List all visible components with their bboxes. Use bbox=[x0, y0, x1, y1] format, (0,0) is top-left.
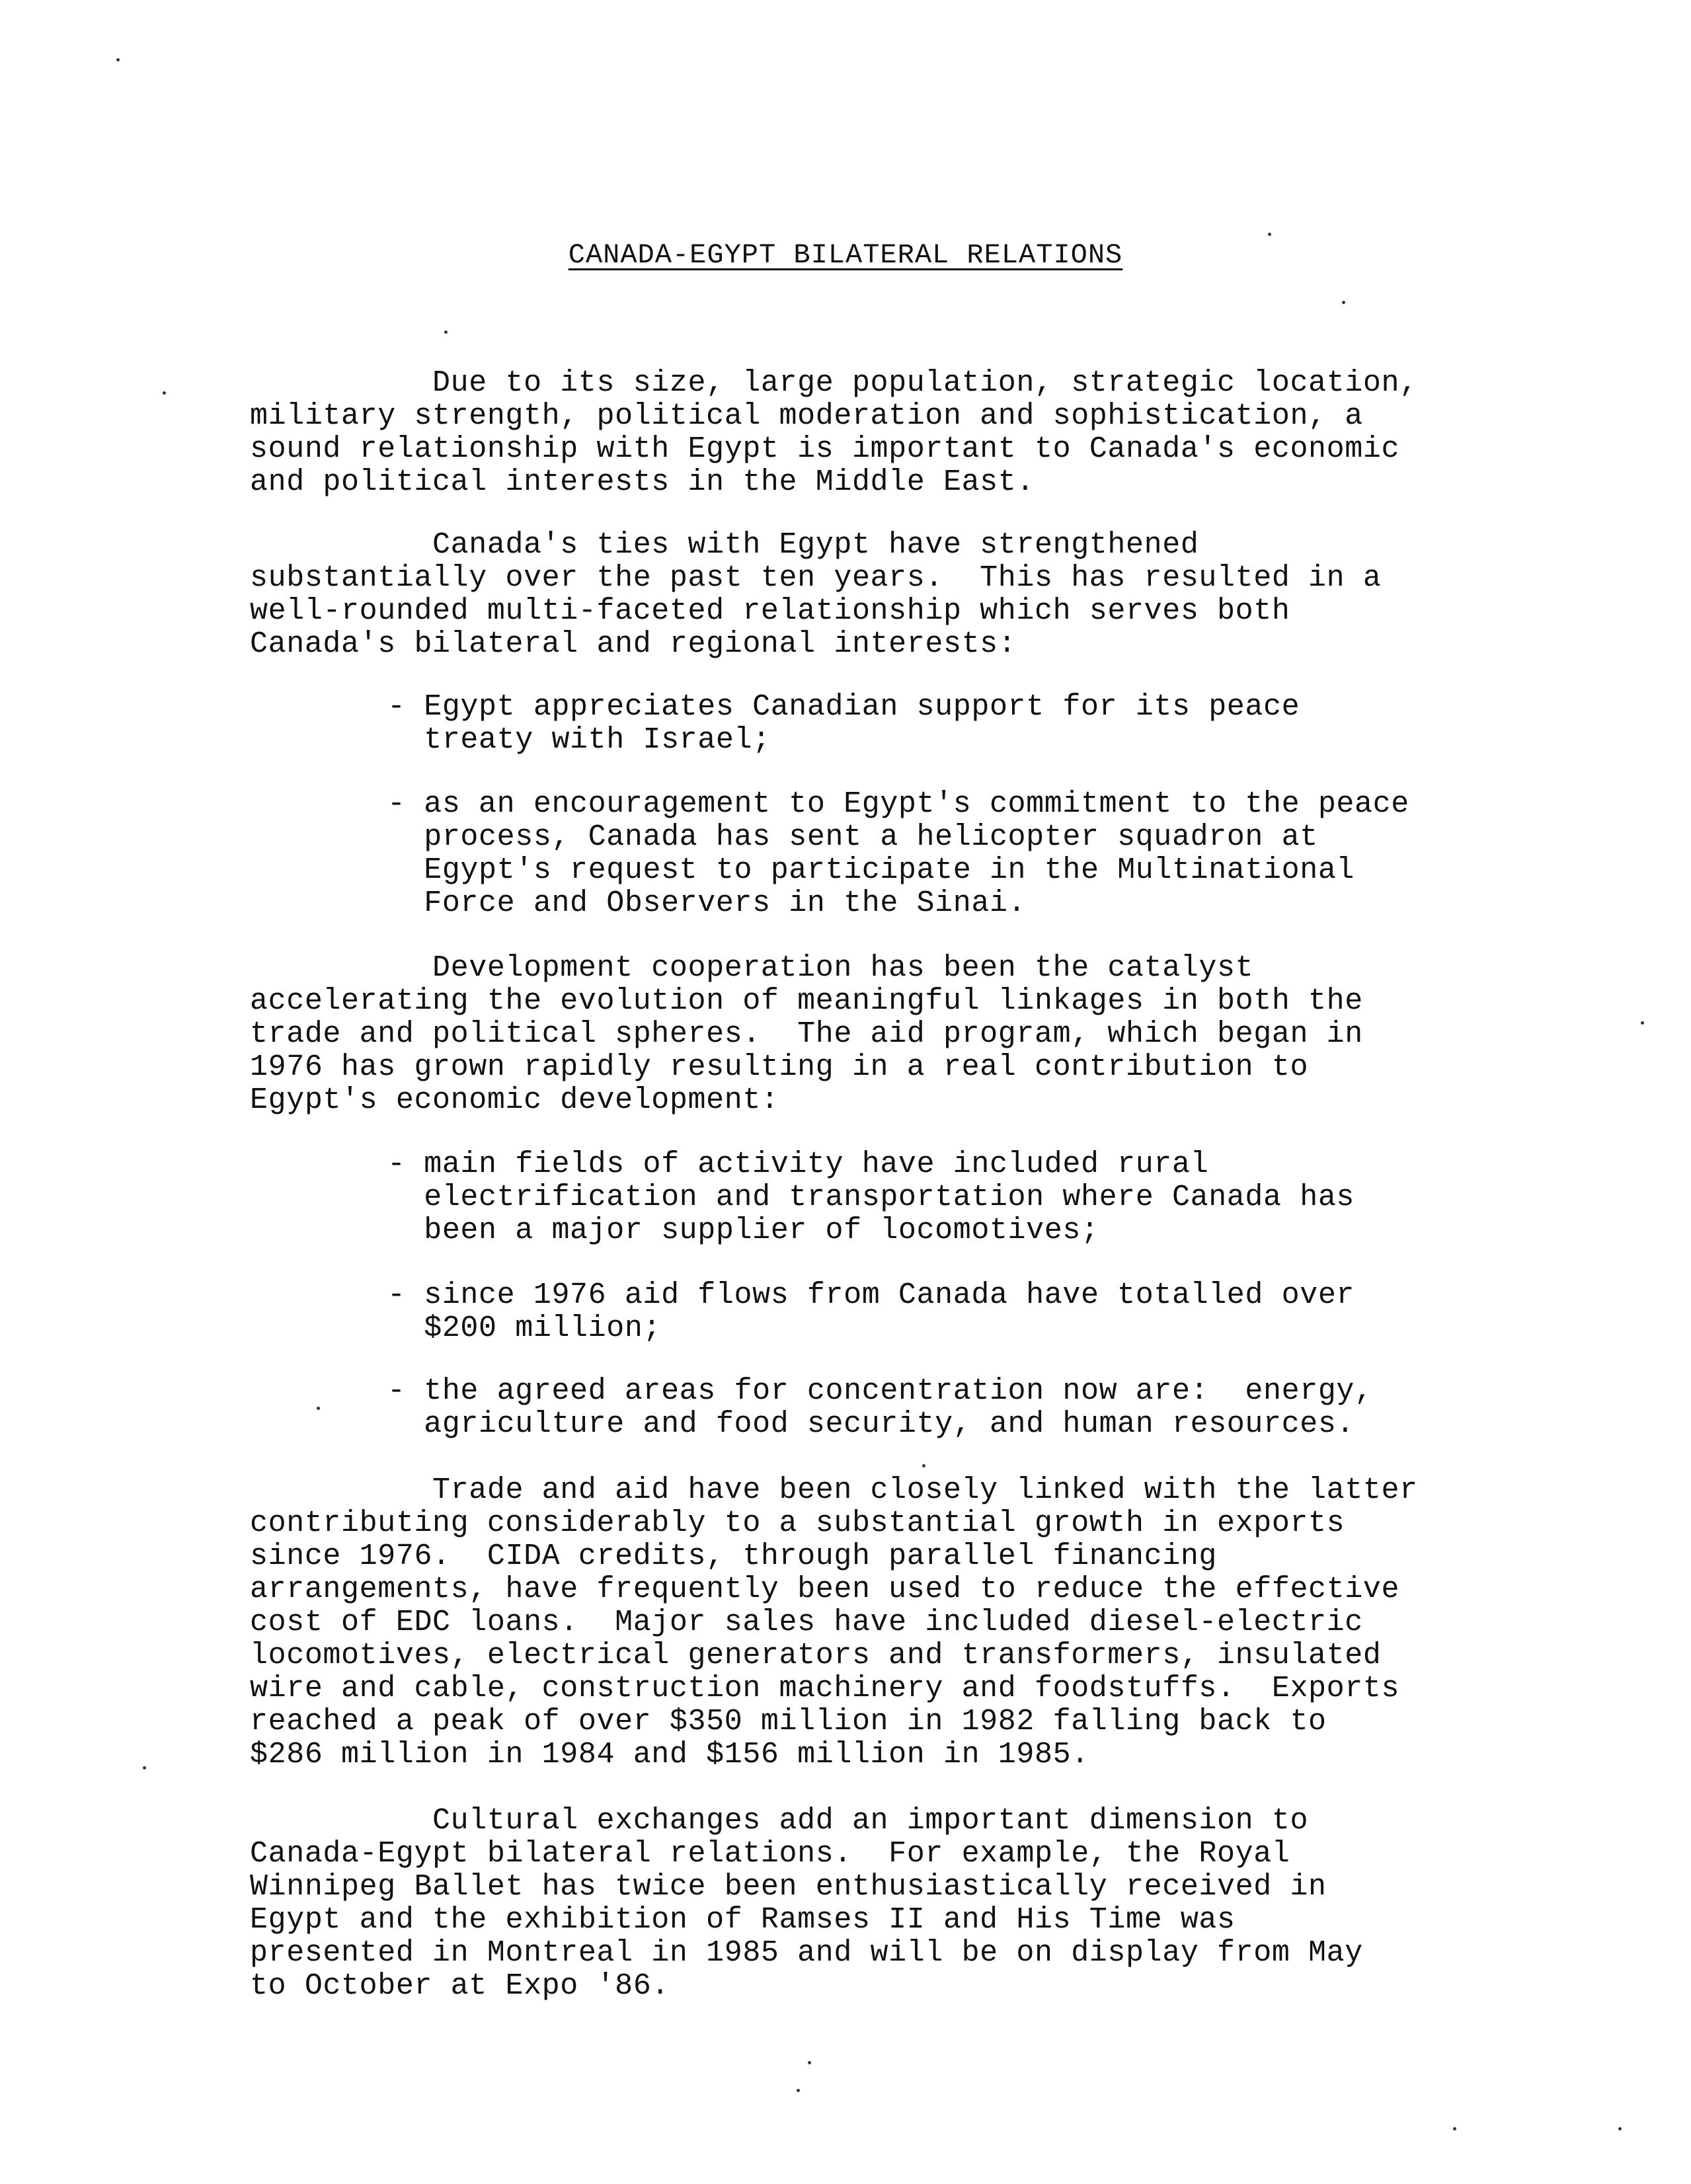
paragraph-4-line-7: wire and cable, construction machinery and foodstuffs. Exports bbox=[250, 1672, 1400, 1705]
scan-speck bbox=[1268, 233, 1271, 236]
scan-speck bbox=[1453, 2127, 1456, 2130]
bullet-2-line-2: process, Canada has sent a helicopter squadron at bbox=[387, 820, 1318, 854]
scan-speck bbox=[797, 2089, 800, 2092]
paragraph-3-line-2: accelerating the evolution of meaningful linkages in both the bbox=[250, 984, 1363, 1018]
paragraph-1-line-4: and political interests in the Middle East. bbox=[250, 465, 1035, 499]
paragraph-5-line-2: Canada-Egypt bilateral relations. For example, the Royal bbox=[250, 1837, 1290, 1871]
bullet-dot bbox=[317, 1407, 320, 1410]
bullet-2-line-3: Egypt's request to participate in the Multinational bbox=[387, 853, 1355, 887]
page-title-text: CANADA-EGYPT BILATERAL RELATIONS bbox=[568, 239, 1123, 271]
paragraph-3-line-5: Egypt's economic development: bbox=[250, 1083, 779, 1117]
scan-speck bbox=[808, 2061, 811, 2064]
paragraph-5-line-6: to October at Expo '86. bbox=[250, 1969, 670, 2003]
scan-speck bbox=[444, 331, 448, 334]
scan-speck bbox=[922, 1464, 925, 1467]
bullet-3-line-1: - main fields of activity have included rural bbox=[387, 1148, 1209, 1181]
bullet-2-line-1: - as an encouragement to Egypt's commitment to the peace bbox=[387, 787, 1409, 821]
paragraph-4-line-8: reached a peak of over $350 million in 1982 falling back to bbox=[250, 1705, 1327, 1738]
bullet-3-line-3: been a major supplier of locomotives; bbox=[387, 1214, 1099, 1247]
paragraph-5-line-5: presented in Montreal in 1985 and will be on display from May bbox=[250, 1936, 1363, 1970]
bullet-4-line-2: $200 million; bbox=[387, 1311, 662, 1345]
bullet-3-line-2: electrification and transportation where Canada has bbox=[387, 1181, 1355, 1214]
paragraph-4-line-3: since 1976. CIDA credits, through parallel financing bbox=[250, 1540, 1218, 1573]
paragraph-4-line-4: arrangements, have frequently been used to reduce the effective bbox=[250, 1573, 1400, 1606]
scan-speck bbox=[116, 58, 120, 61]
paragraph-1-line-3: sound relationship with Egypt is important to Canada's economic bbox=[250, 432, 1400, 466]
paragraph-5-line-4: Egypt and the exhibition of Ramses II and His Time was bbox=[250, 1903, 1236, 1937]
paragraph-2-line-3: well-rounded multi-faceted relationship which serves both bbox=[250, 594, 1290, 628]
scan-speck bbox=[1618, 2127, 1622, 2130]
paragraph-4-line-6: locomotives, electrical generators and transformers, insulated bbox=[250, 1639, 1382, 1672]
scan-speck bbox=[1342, 301, 1345, 304]
scan-speck bbox=[163, 391, 166, 395]
paragraph-3-line-1: Development cooperation has been the catalyst bbox=[250, 951, 1254, 985]
scan-speck bbox=[143, 1766, 146, 1770]
bullet-2-line-4: Force and Observers in the Sinai. bbox=[387, 886, 1027, 920]
paragraph-4-line-9: $286 million in 1984 and $156 million in 1985. bbox=[250, 1738, 1089, 1772]
paragraph-4-line-2: contributing considerably to a substantial growth in exports bbox=[250, 1506, 1345, 1540]
bullet-1-line-2: treaty with Israel; bbox=[387, 723, 771, 757]
bullet-1-line-1: - Egypt appreciates Canadian support for its peace bbox=[387, 690, 1300, 724]
bullet-5-line-1: - the agreed areas for concentration now are: energy, bbox=[387, 1374, 1373, 1408]
paragraph-2-line-1: Canada's ties with Egypt have strengthened bbox=[250, 528, 1199, 562]
paragraph-5-line-3: Winnipeg Ballet has twice been enthusiastically received in bbox=[250, 1870, 1327, 1904]
page-title bbox=[0, 239, 1691, 271]
paragraph-3-line-3: trade and political spheres. The aid program, which began in bbox=[250, 1017, 1363, 1051]
bullet-4-line-1: - since 1976 aid flows from Canada have totalled over bbox=[387, 1278, 1355, 1312]
paragraph-3-line-4: 1976 has grown rapidly resulting in a real contribution to bbox=[250, 1050, 1309, 1084]
bullet-5-line-2: agriculture and food security, and human resources. bbox=[387, 1407, 1355, 1441]
paragraph-2-line-2: substantially over the past ten years. This has resulted in a bbox=[250, 561, 1382, 595]
paragraph-1-line-1: Due to its size, large population, strategic location, bbox=[250, 366, 1418, 400]
paragraph-1-line-2: military strength, political moderation and sophistication, a bbox=[250, 399, 1363, 433]
scan-speck bbox=[1641, 1021, 1644, 1025]
paragraph-5-line-1: Cultural exchanges add an important dimension to bbox=[250, 1804, 1309, 1838]
paragraph-2-line-4: Canada's bilateral and regional interests: bbox=[250, 627, 1017, 661]
paragraph-4-line-1: Trade and aid have been closely linked with the latter bbox=[250, 1473, 1418, 1507]
paragraph-4-line-5: cost of EDC loans. Major sales have included diesel-electric bbox=[250, 1606, 1363, 1639]
